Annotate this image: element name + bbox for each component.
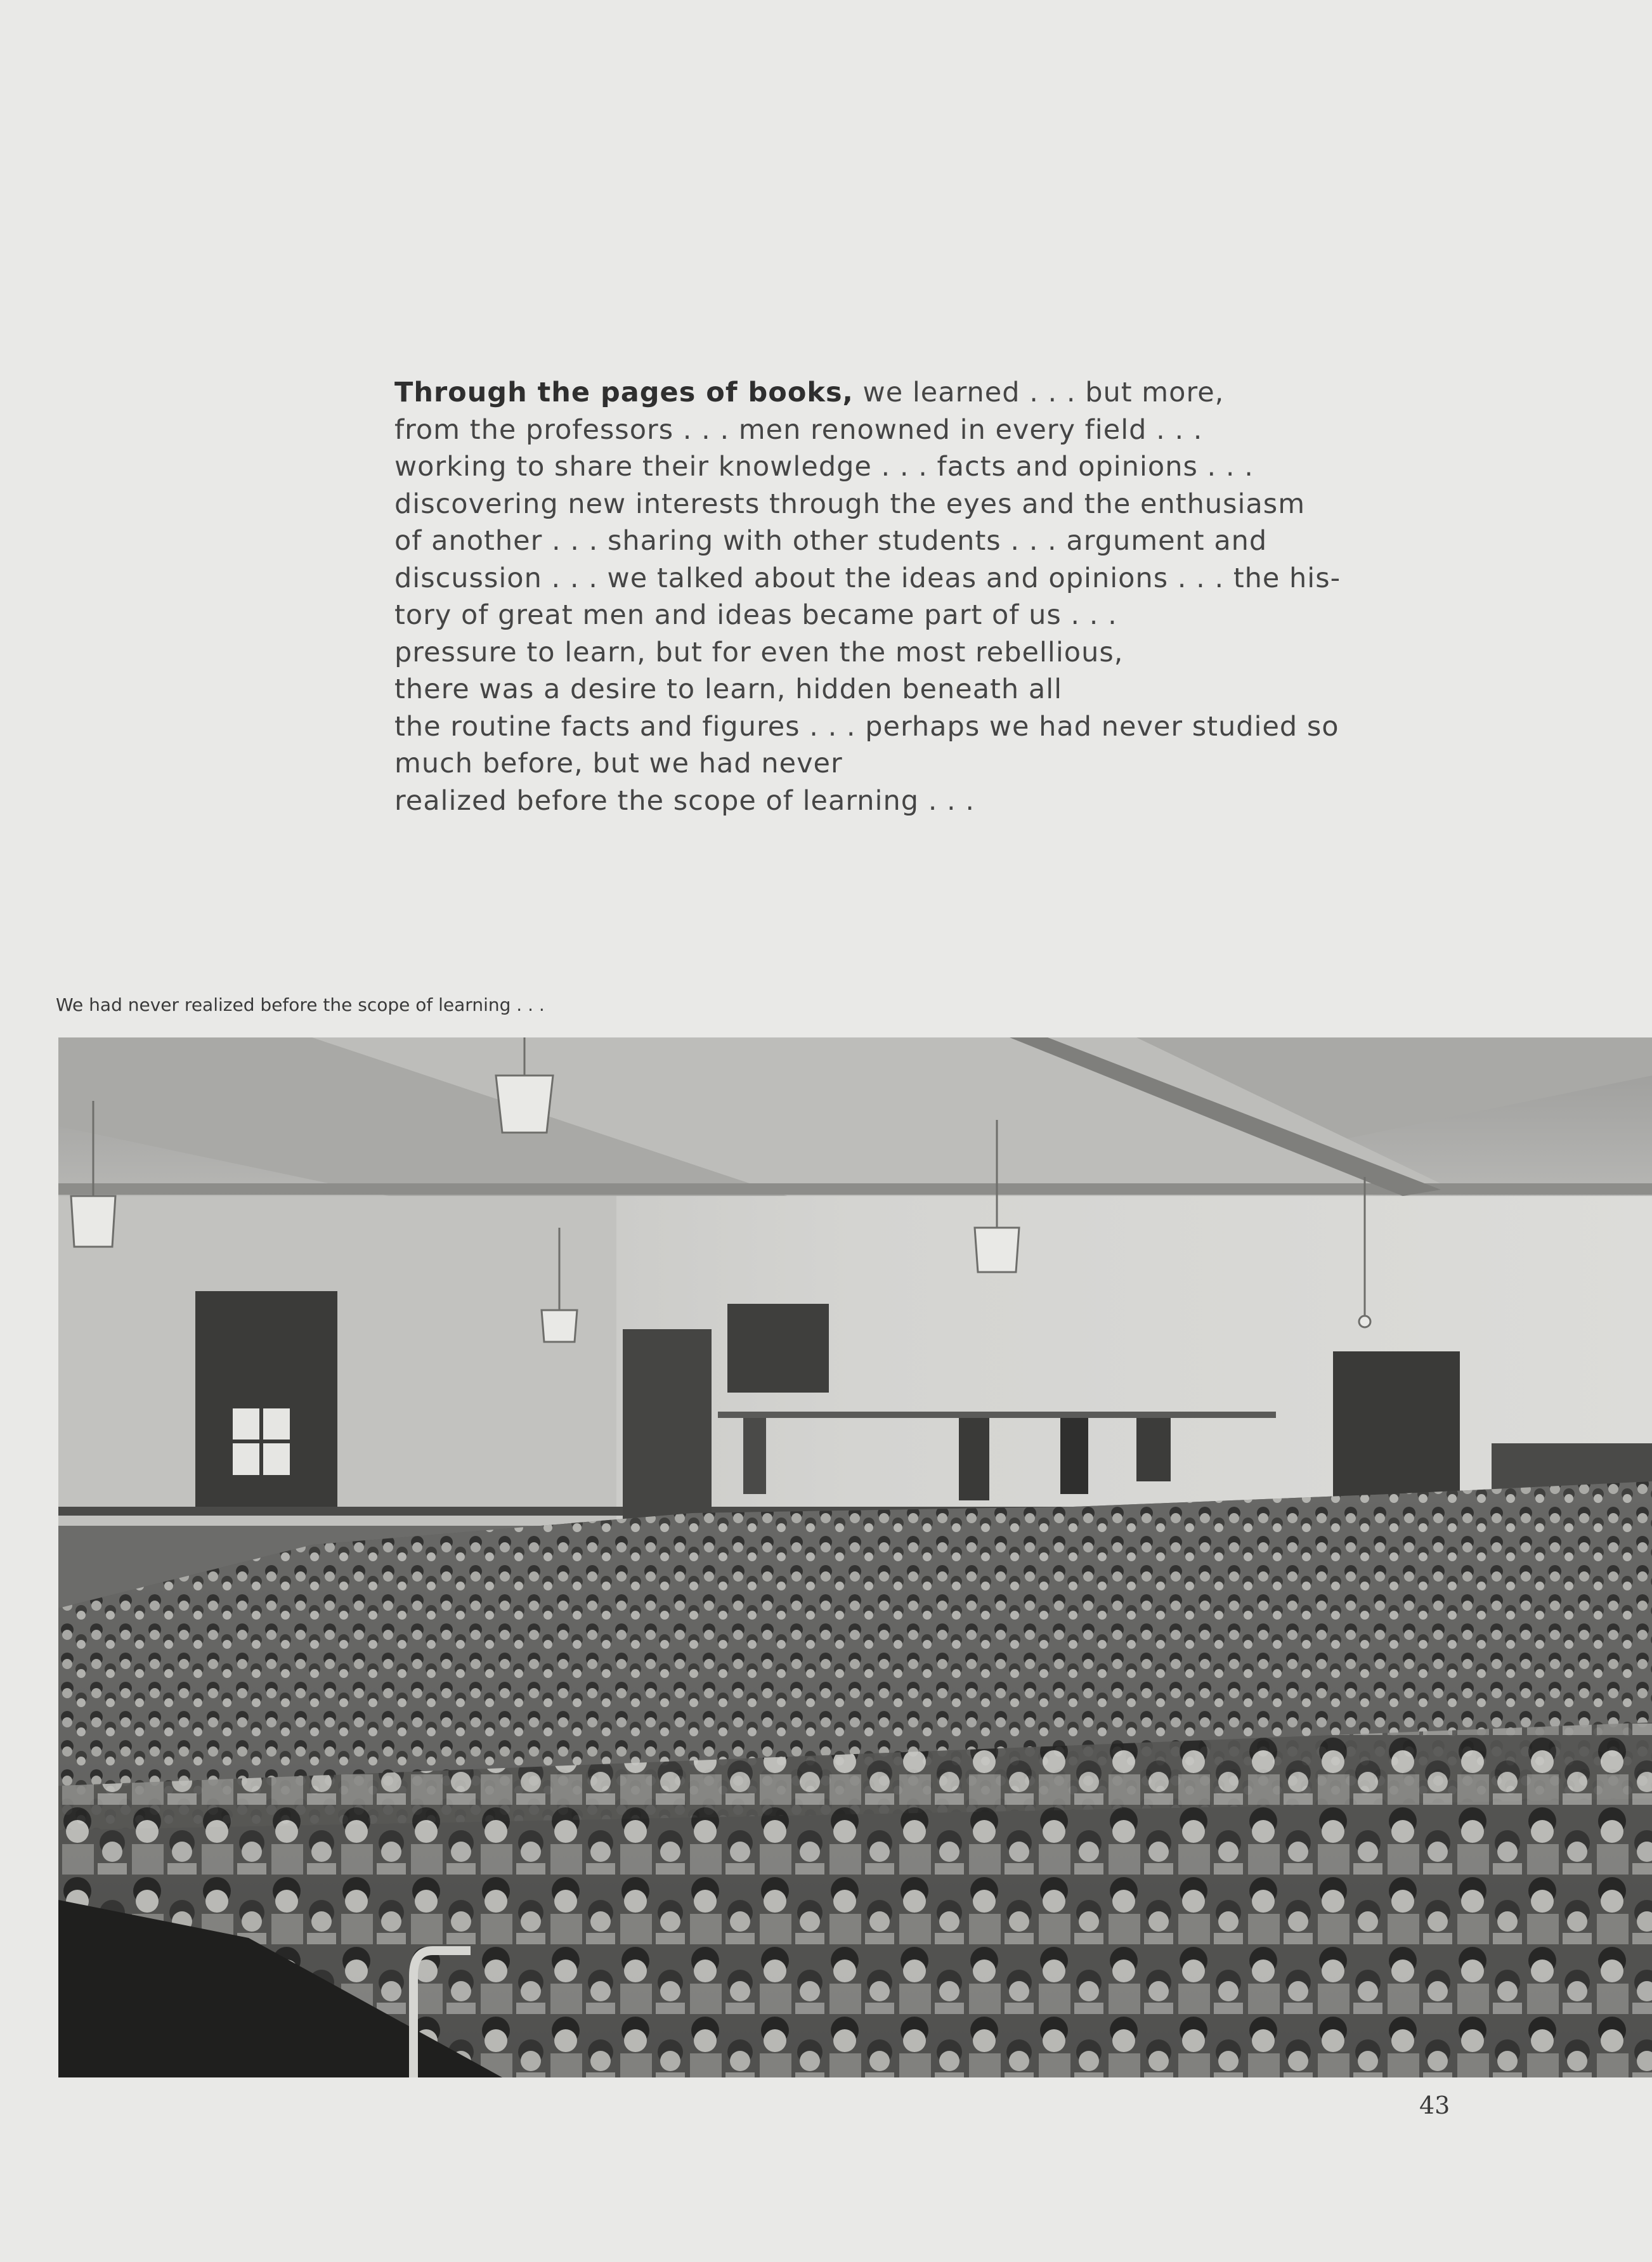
- intro-line: realized before the scope of learning . . .: [394, 784, 975, 817]
- intro-paragraph: [394, 374, 1384, 819]
- intro-line: much before, but we had never: [394, 748, 843, 779]
- intro-line: pressure to learn, but for even the most rebellious,: [394, 636, 1124, 668]
- photo-caption: We had never realized before the scope of learning . . .: [56, 994, 545, 1015]
- lecture-hall-photo: [58, 1037, 1652, 2077]
- intro-line: the routine facts and figures . . . perhaps we had never studied so: [394, 710, 1339, 743]
- intro-line: from the professors . . . men renowned in every field . . .: [394, 413, 1203, 446]
- intro-line: discovering new interests through the eyes and the enthusiasm: [394, 488, 1306, 520]
- intro-lead: Through the pages of books,: [394, 377, 854, 408]
- intro-line-1: [394, 374, 1384, 412]
- intro-line: working to share their knowledge . . . facts and opinions . . .: [394, 451, 1254, 483]
- intro-line: of another . . . sharing with other students . . . argument and: [394, 525, 1268, 557]
- intro-line: discussion . . . we talked about the ideas and opinions . . . the his-: [394, 562, 1341, 594]
- intro-line: tory of great men and ideas became part of us . . .: [394, 599, 1117, 631]
- intro-line-1-rest: we learned . . . but more,: [853, 377, 1225, 408]
- page-number: 43: [1419, 2091, 1450, 2119]
- intro-line: there was a desire to learn, hidden beneath all: [394, 673, 1063, 705]
- lecture-hall-illustration: [58, 1037, 1652, 2077]
